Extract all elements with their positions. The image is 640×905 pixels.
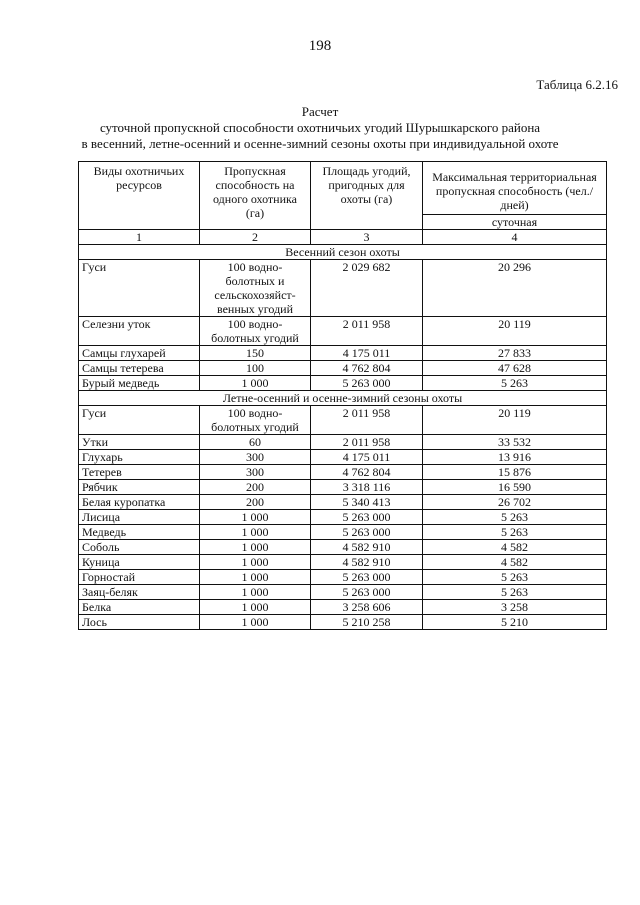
daily-capacity-cell: 4 582 — [423, 540, 607, 555]
species-cell: Бурый медведь — [79, 376, 200, 391]
species-cell: Куница — [79, 555, 200, 570]
area-cell: 2 011 958 — [311, 435, 423, 450]
daily-capacity-cell: 16 590 — [423, 480, 607, 495]
table-row — [79, 450, 607, 465]
table-row — [79, 406, 607, 435]
table-row — [79, 361, 607, 376]
species-cell: Лось — [79, 615, 200, 630]
daily-capacity-cell: 20 296 — [423, 260, 607, 317]
capacity-cell: 1 000 — [200, 540, 311, 555]
area-cell: 5 263 000 — [311, 376, 423, 391]
species-cell: Глухарь — [79, 450, 200, 465]
capacity-cell: 300 — [200, 450, 311, 465]
species-cell: Самцы тетерева — [79, 361, 200, 376]
table-row — [79, 555, 607, 570]
page-number: 198 — [308, 38, 332, 54]
table-row — [79, 525, 607, 540]
daily-capacity-cell: 5 263 — [423, 570, 607, 585]
capacity-cell: 100 водно-болотных и сельскохозяйст-венных угодий — [200, 260, 311, 317]
daily-capacity-cell: 5 263 — [423, 585, 607, 600]
area-cell: 5 263 000 — [311, 570, 423, 585]
header-daily: суточная — [423, 215, 607, 230]
species-cell: Горностай — [79, 570, 200, 585]
table-id: Таблица 6.2.16 — [536, 77, 618, 92]
table-row — [79, 585, 607, 600]
table-row — [79, 615, 607, 630]
section-row — [79, 245, 607, 260]
area-cell: 2 029 682 — [311, 260, 423, 317]
daily-capacity-cell: 13 916 — [423, 450, 607, 465]
title-line-1: Расчет — [301, 104, 339, 119]
capacity-cell: 200 — [200, 480, 311, 495]
daily-capacity-cell: 5 263 — [423, 510, 607, 525]
daily-capacity-cell: 3 258 — [423, 600, 607, 615]
capacity-cell: 1 000 — [200, 570, 311, 585]
capacity-cell: 300 — [200, 465, 311, 480]
table-row — [79, 435, 607, 450]
daily-capacity-cell: 33 532 — [423, 435, 607, 450]
area-cell: 4 582 910 — [311, 540, 423, 555]
species-cell: Гуси — [79, 406, 200, 435]
column-number: 3 — [311, 230, 423, 245]
capacity-cell: 100 водно-болотных угодий — [200, 317, 311, 346]
capacity-cell: 60 — [200, 435, 311, 450]
area-cell: 4 175 011 — [311, 450, 423, 465]
daily-capacity-cell: 26 702 — [423, 495, 607, 510]
capacity-cell: 1 000 — [200, 510, 311, 525]
capacity-cell: 1 000 — [200, 376, 311, 391]
daily-capacity-cell: 5 263 — [423, 376, 607, 391]
daily-capacity-cell: 15 876 — [423, 465, 607, 480]
species-cell: Утки — [79, 435, 200, 450]
area-cell: 4 762 804 — [311, 465, 423, 480]
area-cell: 5 210 258 — [311, 615, 423, 630]
table-row — [79, 570, 607, 585]
area-cell: 4 762 804 — [311, 361, 423, 376]
table-row — [79, 540, 607, 555]
daily-capacity-cell: 47 628 — [423, 361, 607, 376]
capacity-cell: 1 000 — [200, 615, 311, 630]
capacity-cell: 1 000 — [200, 525, 311, 540]
table-row — [79, 376, 607, 391]
area-cell: 5 263 000 — [311, 525, 423, 540]
species-cell: Рябчик — [79, 480, 200, 495]
area-cell: 2 011 958 — [311, 317, 423, 346]
title-line-3: в весенний, летне-осенний и осенне-зимний сезоны охоты при индивидуальной охоте — [81, 136, 559, 151]
section-row — [79, 391, 607, 406]
species-cell: Тетерев — [79, 465, 200, 480]
species-cell: Медведь — [79, 525, 200, 540]
header-capacity: Пропускная способность на одного охотника (га) — [200, 162, 311, 230]
table-body — [79, 245, 607, 630]
daily-capacity-cell: 4 582 — [423, 555, 607, 570]
table-row — [79, 465, 607, 480]
section-title: Летне-осенний и осенне-зимний сезоны охоты — [79, 391, 607, 406]
section-title: Весенний сезон охоты — [79, 245, 607, 260]
header-max-capacity: Максимальная территориальная пропускная способность (чел./дней) — [423, 162, 607, 215]
capacity-cell: 1 000 — [200, 555, 311, 570]
column-number: 4 — [423, 230, 607, 245]
capacity-table — [78, 161, 607, 630]
daily-capacity-cell: 20 119 — [423, 406, 607, 435]
column-number: 2 — [200, 230, 311, 245]
area-cell: 3 258 606 — [311, 600, 423, 615]
table-row — [79, 600, 607, 615]
area-cell: 4 582 910 — [311, 555, 423, 570]
area-cell: 5 340 413 — [311, 495, 423, 510]
capacity-cell: 100 водно-болотных угодий — [200, 406, 311, 435]
table-row — [79, 260, 607, 317]
area-cell: 3 318 116 — [311, 480, 423, 495]
table-row — [79, 510, 607, 525]
daily-capacity-cell: 5 263 — [423, 525, 607, 540]
species-cell: Белая куропатка — [79, 495, 200, 510]
title-line-2: суточной пропускной способности охотничьих угодий Шурышкарского района — [99, 120, 541, 135]
capacity-cell: 1 000 — [200, 585, 311, 600]
area-cell: 4 175 011 — [311, 346, 423, 361]
area-cell: 5 263 000 — [311, 585, 423, 600]
document-title — [0, 104, 640, 152]
column-number: 1 — [79, 230, 200, 245]
header-area: Площадь угодий, пригодных для охоты (га) — [311, 162, 423, 230]
species-cell: Самцы глухарей — [79, 346, 200, 361]
species-cell: Заяц-беляк — [79, 585, 200, 600]
daily-capacity-cell: 5 210 — [423, 615, 607, 630]
table-row — [79, 346, 607, 361]
species-cell: Белка — [79, 600, 200, 615]
species-cell: Лисица — [79, 510, 200, 525]
species-cell: Соболь — [79, 540, 200, 555]
header-species: Виды охотничьих ресурсов — [79, 162, 200, 230]
table-row — [79, 317, 607, 346]
capacity-cell: 1 000 — [200, 600, 311, 615]
capacity-cell: 150 — [200, 346, 311, 361]
table-row — [79, 495, 607, 510]
daily-capacity-cell: 27 833 — [423, 346, 607, 361]
area-cell: 2 011 958 — [311, 406, 423, 435]
capacity-cell: 200 — [200, 495, 311, 510]
species-cell: Селезни уток — [79, 317, 200, 346]
area-cell: 5 263 000 — [311, 510, 423, 525]
species-cell: Гуси — [79, 260, 200, 317]
table-row — [79, 480, 607, 495]
capacity-cell: 100 — [200, 361, 311, 376]
daily-capacity-cell: 20 119 — [423, 317, 607, 346]
